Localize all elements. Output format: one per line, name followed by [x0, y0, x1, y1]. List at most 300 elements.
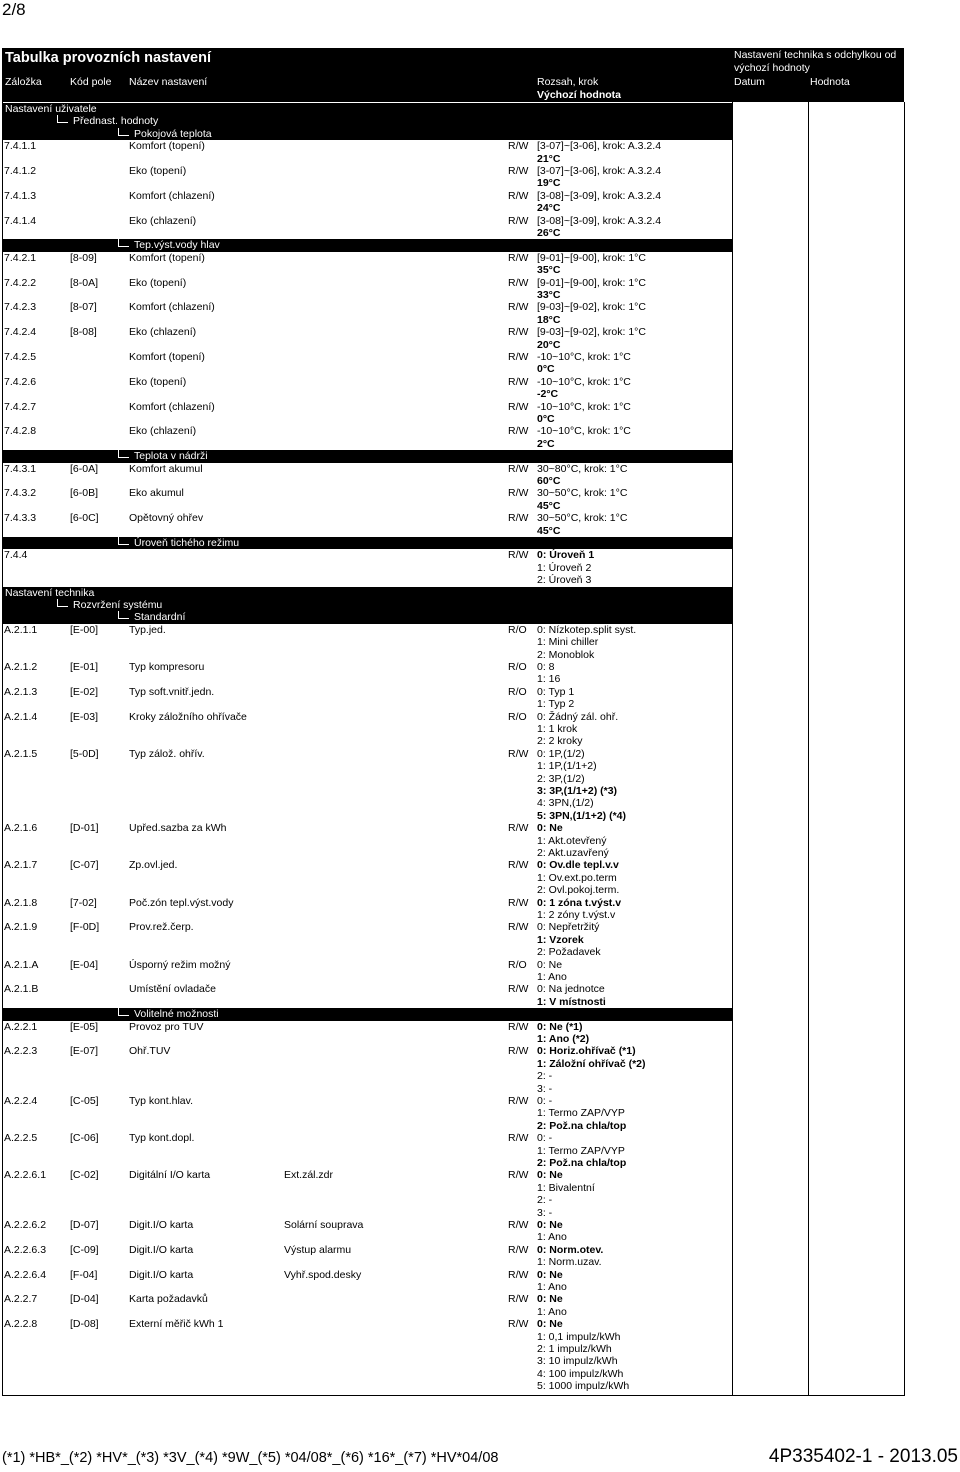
section-label: Teplota v nádrži: [134, 450, 208, 463]
setting-name: Eko (topení): [129, 375, 187, 388]
access-mode: R/O: [508, 623, 527, 636]
access-mode: R/O: [508, 661, 527, 673]
section-header: [2, 611, 732, 623]
table-row: [2, 624, 732, 661]
table-row: [2, 1293, 732, 1318]
range-line: 45°C: [537, 524, 561, 537]
setting-name: Typ.jed.: [129, 623, 166, 636]
setting-name: Eko (topení): [129, 276, 187, 289]
setting-code: 7.4.1.3: [4, 189, 37, 202]
range-line: 4: 100 impulz/kWh: [537, 1367, 624, 1380]
range-line: 1: Ano: [537, 1231, 567, 1244]
range-line: 19°C: [537, 177, 561, 190]
section-label: Nastavení uživatele: [5, 103, 97, 115]
setting-name: Upřed.sazba za kWh: [129, 822, 227, 835]
range-line: 0: Typ 1: [537, 685, 575, 698]
setting-name: Kroky záložního ohřívače: [129, 710, 247, 723]
setting-name: Digit.I/O karta: [129, 1219, 194, 1231]
tree-branch-icon: [118, 239, 129, 247]
range-line: 1: V místnosti: [537, 995, 606, 1008]
section-label: Nastavení technika: [5, 586, 95, 599]
setting-subname: Vyhř.spod.desky: [284, 1268, 362, 1281]
range-line: 1: Ano (*2): [537, 1033, 590, 1045]
range-line: 30~80°C, krok: 1°C: [537, 462, 628, 475]
range-line: 0: -: [537, 1095, 553, 1107]
table-header: [2, 48, 732, 102]
field-code: [E-05]: [70, 1020, 99, 1033]
range-values: [537, 277, 646, 302]
setting-code: 7.4.1.2: [4, 165, 37, 177]
table-row: [2, 140, 732, 165]
setting-code: A.2.2.5: [4, 1132, 38, 1145]
setting-code: 7.4.3.2: [4, 487, 37, 500]
range-line: 2: Pož.na chla/top: [537, 1157, 627, 1169]
range-line: 1: 2 zóny t.výst.v: [537, 909, 616, 921]
setting-code: A.2.2.6.4: [4, 1268, 47, 1281]
table-row: [2, 463, 732, 488]
range-line: 4: 3PN,(1/2): [537, 797, 594, 810]
range-line: 0: Norm.otev.: [537, 1243, 604, 1256]
field-code: [E-01]: [70, 661, 99, 673]
setting-name: Úsporný režim možný: [129, 958, 231, 971]
range-values: [537, 711, 618, 748]
access-mode: R/W: [508, 1243, 529, 1256]
section-header: [2, 128, 732, 140]
range-line: 1: Ano: [537, 971, 567, 983]
range-line: 0: Ne: [537, 822, 563, 835]
range-line: [9-01]~[9-00], krok: 1°C: [537, 251, 646, 264]
setting-name: Provoz pro TUV: [129, 1020, 204, 1033]
section-title: [118, 537, 239, 549]
range-line: 24°C: [537, 202, 561, 215]
setting-code: A.2.2.3: [4, 1045, 38, 1058]
field-code: [6-0B]: [70, 487, 99, 500]
range-line: 1: Ano: [537, 1305, 567, 1318]
range-values: [537, 463, 627, 488]
section-header: [2, 587, 732, 599]
setting-code: 7.4.2.7: [4, 400, 37, 413]
setting-code: 7.4.3.3: [4, 512, 37, 525]
range-line: 0: Úroveň 1: [537, 549, 595, 562]
setting-name: Ohř.TUV: [129, 1045, 171, 1058]
setting-name: Komfort (topení): [129, 351, 205, 363]
table-row: [2, 376, 732, 401]
setting-code: A.2.1.5: [4, 747, 38, 760]
table-row: [2, 1045, 732, 1095]
table-row: [2, 1169, 732, 1219]
range-line: 2: Ovl.pokoj.term.: [537, 884, 620, 897]
access-mode: R/W: [508, 1132, 529, 1145]
range-line: 0: 1 zóna t.výst.v: [537, 896, 622, 909]
field-code: [8-08]: [70, 326, 97, 339]
setting-code: 7.4.2.3: [4, 301, 37, 314]
setting-code: 7.4.4: [4, 549, 28, 562]
range-line: 0: Ne (*1): [537, 1020, 583, 1033]
range-values: [537, 401, 631, 426]
setting-code: 7.4.1.4: [4, 214, 37, 227]
access-mode: R/W: [508, 189, 529, 202]
range-values: [537, 624, 636, 661]
table-row: [2, 512, 732, 537]
tree-branch-icon: [118, 1008, 129, 1016]
range-values: [537, 351, 631, 376]
access-mode: R/W: [508, 1318, 529, 1331]
range-line: 45°C: [537, 499, 561, 512]
range-line: [3-07]~[3-06], krok: A.3.2.4: [537, 140, 662, 153]
section-header: [2, 115, 732, 127]
range-line: -10~10°C, krok: 1°C: [537, 351, 631, 363]
field-code: [C-02]: [70, 1169, 99, 1182]
section-header: [2, 239, 732, 251]
range-values: [537, 425, 631, 450]
range-line: [3-08]~[3-09], krok: A.3.2.4: [537, 214, 662, 227]
setting-name: Externí měřič kWh 1: [129, 1318, 224, 1331]
range-line: 60°C: [537, 475, 561, 487]
setting-code: A.2.2.7: [4, 1293, 38, 1306]
access-mode: R/W: [508, 859, 529, 872]
range-values: [537, 1021, 589, 1046]
setting-name: Zp.ovl.jed.: [129, 859, 178, 872]
access-mode: R/W: [508, 214, 529, 227]
document-id: 4P335402-1 - 2013.05: [768, 1446, 958, 1467]
column-divider-value: [808, 102, 809, 1396]
setting-name: Eko (chlazení): [129, 425, 197, 438]
setting-name: Eko (topení): [129, 165, 187, 177]
section-title: [57, 599, 162, 611]
setting-name: Komfort (chlazení): [129, 301, 215, 314]
field-code: [E-02]: [70, 685, 99, 698]
table-row: [2, 711, 732, 748]
setting-code: 7.4.2.8: [4, 425, 37, 438]
field-code: [C-05]: [70, 1095, 99, 1107]
access-mode: R/W: [508, 921, 529, 934]
column-divider-right: [904, 102, 905, 1396]
range-values: [537, 376, 631, 401]
access-mode: R/W: [508, 822, 529, 835]
setting-name: Komfort (chlazení): [129, 189, 215, 202]
range-values: [537, 983, 606, 1008]
table-row: [2, 983, 732, 1008]
range-line: 2: -: [537, 1194, 553, 1207]
field-code: [D-01]: [70, 822, 99, 835]
range-line: 2: -: [537, 1070, 553, 1083]
range-line: 1: 16: [537, 673, 561, 686]
range-values: [537, 661, 560, 686]
range-line: 5: 1000 impulz/kWh: [537, 1380, 630, 1393]
table-row: [2, 1095, 732, 1132]
field-code: [F-04]: [70, 1268, 98, 1281]
field-code: [D-07]: [70, 1219, 99, 1231]
access-mode: R/W: [508, 140, 529, 153]
column-divider-date: [732, 102, 733, 1396]
range-line: 0: Nízkotep.split syst.: [537, 623, 637, 636]
range-line: 21°C: [537, 152, 561, 165]
setting-name: Eko (chlazení): [129, 326, 197, 339]
section-header: [2, 599, 732, 611]
range-line: 1: Typ 2: [537, 698, 575, 711]
section-header: [2, 103, 732, 115]
range-line: 1: Mini chiller: [537, 636, 599, 649]
range-line: 0: -: [537, 1132, 553, 1145]
access-mode: R/O: [508, 710, 527, 723]
table-row: [2, 215, 732, 240]
section-label: Pokojová teplota: [134, 127, 212, 140]
section-label: Přednast. hodnoty: [73, 115, 159, 128]
table-row: [2, 661, 732, 686]
range-line: 1: 0,1 impulz/kWh: [537, 1330, 621, 1343]
section-header: [2, 450, 732, 462]
access-mode: R/W: [508, 1020, 529, 1033]
range-values: [537, 140, 661, 165]
footnotes: (*1) *HB*_(*2) *HV*_(*3) *3V_(*4) *9W_(*5) *04/08*_(*6) *16*_(*7) *HV*04/08: [2, 1450, 499, 1466]
range-values: [537, 252, 646, 277]
range-line: 35°C: [537, 264, 561, 277]
range-line: 1: Norm.uzav.: [537, 1256, 602, 1269]
field-code: [E-03]: [70, 710, 99, 723]
access-mode: R/W: [508, 251, 529, 264]
range-line: 2: Monoblok: [537, 648, 595, 661]
access-mode: R/W: [508, 549, 529, 562]
field-code: [D-08]: [70, 1318, 99, 1331]
section-label: Standardní: [134, 611, 186, 624]
setting-code: A.2.1.2: [4, 661, 38, 673]
range-line: 0: Na jednotce: [537, 983, 605, 996]
setting-name: Digit.I/O karta: [129, 1243, 194, 1256]
setting-subname: Solární souprava: [284, 1219, 364, 1231]
range-line: 2: Akt.uzavřený: [537, 847, 609, 859]
setting-code: 7.4.2.2: [4, 276, 37, 289]
range-line: 5: 3PN,(1/1+2) (*4): [537, 809, 626, 822]
access-mode: R/W: [508, 1219, 529, 1231]
range-values: [537, 1132, 626, 1169]
access-mode: R/W: [508, 983, 529, 996]
field-code: [8-0A]: [70, 276, 99, 289]
setting-code: A.2.2.1: [4, 1020, 38, 1033]
access-mode: R/W: [508, 747, 529, 760]
range-line: 3: 10 impulz/kWh: [537, 1355, 618, 1368]
setting-name: Poč.zón tepl.výst.vody: [129, 896, 234, 909]
range-values: [537, 859, 619, 896]
header-name: Název nastavení: [129, 76, 208, 88]
setting-name: Typ zálož. ohřív.: [129, 747, 205, 760]
range-line: 0: Ne: [537, 1318, 563, 1331]
range-line: 0: Ne: [537, 1293, 563, 1306]
table-row: [2, 1021, 732, 1046]
access-mode: R/W: [508, 1045, 529, 1058]
setting-code: 7.4.2.6: [4, 375, 37, 388]
setting-subname: Ext.zál.zdr: [284, 1169, 334, 1182]
range-line: 1: Akt.otevřený: [537, 834, 607, 847]
range-line: -10~10°C, krok: 1°C: [537, 425, 631, 438]
table-row: [2, 1318, 732, 1392]
field-code: [E-07]: [70, 1045, 99, 1058]
range-line: 2°C: [537, 437, 555, 450]
table-row: [2, 425, 732, 450]
range-line: 1: Termo ZAP/VYP: [537, 1144, 625, 1157]
access-mode: R/W: [508, 375, 529, 388]
range-line: 30~50°C, krok: 1°C: [537, 512, 628, 525]
range-values: [537, 549, 594, 586]
table-row: [2, 921, 732, 958]
range-line: 0: Horiz.ohřívač (*1): [537, 1045, 636, 1058]
tree-branch-icon: [118, 128, 129, 136]
table-row: [2, 822, 732, 859]
range-line: 26°C: [537, 227, 561, 239]
range-values: [537, 1045, 646, 1095]
header-value: Hodnota: [810, 76, 850, 88]
range-line: 0: 1P,(1/2): [537, 747, 585, 760]
range-values: [537, 1095, 626, 1132]
section-title: [118, 450, 208, 462]
range-line: 2: Úroveň 3: [537, 574, 592, 587]
range-line: 1: Úroveň 2: [537, 561, 592, 574]
setting-name: Typ kompresoru: [129, 661, 205, 673]
setting-code: A.2.1.8: [4, 896, 38, 909]
range-values: [537, 686, 574, 711]
tree-branch-icon: [118, 611, 129, 619]
access-mode: R/W: [508, 1293, 529, 1306]
range-line: 20°C: [537, 338, 561, 351]
table-row: [2, 301, 732, 326]
setting-code: A.2.2.6.1: [4, 1169, 47, 1182]
header-date: Datum: [734, 76, 765, 88]
section-header: [2, 1008, 732, 1020]
access-mode: R/W: [508, 1095, 529, 1107]
range-values: [537, 1269, 567, 1294]
access-mode: R/O: [508, 958, 527, 971]
range-line: 30~50°C, krok: 1°C: [537, 487, 628, 500]
range-values: [537, 1169, 595, 1219]
field-code: [E-00]: [70, 623, 99, 636]
range-line: [3-07]~[3-06], krok: A.3.2.4: [537, 165, 662, 177]
section-title: [118, 611, 185, 623]
section-label: Tep.výst.vody hlav: [134, 239, 220, 252]
section-label: Úroveň tichého režimu: [134, 537, 240, 549]
range-line: 3: 3P,(1/1+2) (*3): [537, 785, 618, 798]
range-values: [537, 822, 609, 859]
range-values: [537, 326, 646, 351]
section-title: [118, 128, 212, 140]
range-line: 3: -: [537, 1082, 553, 1095]
setting-subname: Výstup alarmu: [284, 1243, 352, 1256]
field-code: [E-04]: [70, 958, 99, 971]
header-default: Výchozí hodnota: [537, 89, 621, 101]
setting-name: Typ soft.vnitř.jedn.: [129, 685, 215, 698]
setting-name: Komfort (topení): [129, 251, 205, 264]
installer-title: Nastavení technika s odchylkou od výchozí hodnoty: [734, 49, 897, 74]
range-line: 33°C: [537, 289, 561, 301]
setting-code: A.2.2.4: [4, 1095, 38, 1107]
table-row: [2, 190, 732, 215]
range-line: [9-03]~[9-02], krok: 1°C: [537, 326, 646, 339]
access-mode: R/W: [508, 1169, 529, 1182]
range-line: 2: 3P,(1/2): [537, 772, 585, 785]
setting-code: A.2.1.7: [4, 859, 38, 872]
tree-branch-icon: [118, 537, 129, 545]
range-values: [537, 215, 661, 240]
field-code: [F-0D]: [70, 921, 100, 934]
section-title: [5, 587, 94, 599]
range-values: [537, 301, 646, 326]
tree-branch-icon: [57, 599, 68, 607]
header-tab: Záložka: [5, 76, 42, 88]
table-row: [2, 897, 732, 922]
range-line: 0: Nepřetržitý: [537, 921, 600, 934]
table-row: [2, 1132, 732, 1169]
range-line: 2: Pož.na chla/top: [537, 1119, 627, 1132]
range-line: 0: Ne: [537, 958, 563, 971]
table-row: [2, 859, 732, 896]
access-mode: R/W: [508, 462, 529, 475]
field-code: [D-04]: [70, 1293, 99, 1306]
range-line: 0°C: [537, 413, 555, 425]
table-row: [2, 748, 732, 822]
range-line: 0: Žádný zál. ohř.: [537, 710, 619, 723]
range-line: 1: Bivalentní: [537, 1181, 595, 1194]
range-line: [9-03]~[9-02], krok: 1°C: [537, 301, 646, 314]
range-values: [537, 748, 626, 822]
setting-code: 7.4.2.4: [4, 326, 37, 339]
range-line: 1: Ov.ext.po.term: [537, 871, 617, 884]
table-row: [2, 487, 732, 512]
range-line: 0: Ov.dle tepl.v.v: [537, 859, 619, 872]
header-field-code: Kód pole: [70, 76, 112, 88]
range-line: 1: 1 krok: [537, 723, 578, 735]
setting-name: Umístění ovladače: [129, 983, 216, 996]
table-row: [2, 277, 732, 302]
setting-code: A.2.2.6.3: [4, 1243, 47, 1256]
section-title: [57, 115, 158, 127]
table-row: [2, 1219, 732, 1244]
table-row: [2, 401, 732, 426]
field-code: [C-09]: [70, 1243, 99, 1256]
setting-code: A.2.1.1: [4, 623, 38, 636]
setting-code: A.2.1.B: [4, 983, 39, 996]
range-line: 3: -: [537, 1206, 553, 1219]
section-header: [2, 537, 732, 549]
table-row: [2, 549, 732, 586]
setting-name: Eko (chlazení): [129, 214, 197, 227]
access-mode: R/W: [508, 165, 529, 177]
range-values: [537, 921, 601, 958]
field-code: [6-0C]: [70, 512, 99, 525]
range-values: [537, 1318, 629, 1392]
header-range: Rozsah, krok: [537, 76, 599, 88]
tree-branch-icon: [57, 115, 68, 123]
section-title: [118, 239, 220, 251]
table-row: [2, 1244, 732, 1269]
range-line: 0: 8: [537, 661, 555, 673]
field-code: [8-09]: [70, 251, 97, 264]
access-mode: R/W: [508, 326, 529, 339]
range-values: [537, 1219, 567, 1244]
table-row: [2, 326, 732, 351]
range-line: 2: 1 impulz/kWh: [537, 1343, 612, 1355]
setting-name: Komfort (chlazení): [129, 400, 215, 413]
range-line: 0°C: [537, 363, 555, 376]
setting-name: Typ kont.dopl.: [129, 1132, 195, 1145]
range-line: 2: 2 kroky: [537, 735, 583, 748]
setting-name: Eko akumul: [129, 487, 184, 500]
range-values: [537, 190, 661, 215]
setting-name: Digitální I/O karta: [129, 1169, 211, 1182]
range-values: [537, 165, 661, 190]
table-row: [2, 351, 732, 376]
range-values: [537, 959, 567, 984]
setting-code: 7.4.2.1: [4, 251, 37, 264]
setting-name: Digit.I/O karta: [129, 1268, 194, 1281]
range-line: 0: Ne: [537, 1169, 563, 1182]
